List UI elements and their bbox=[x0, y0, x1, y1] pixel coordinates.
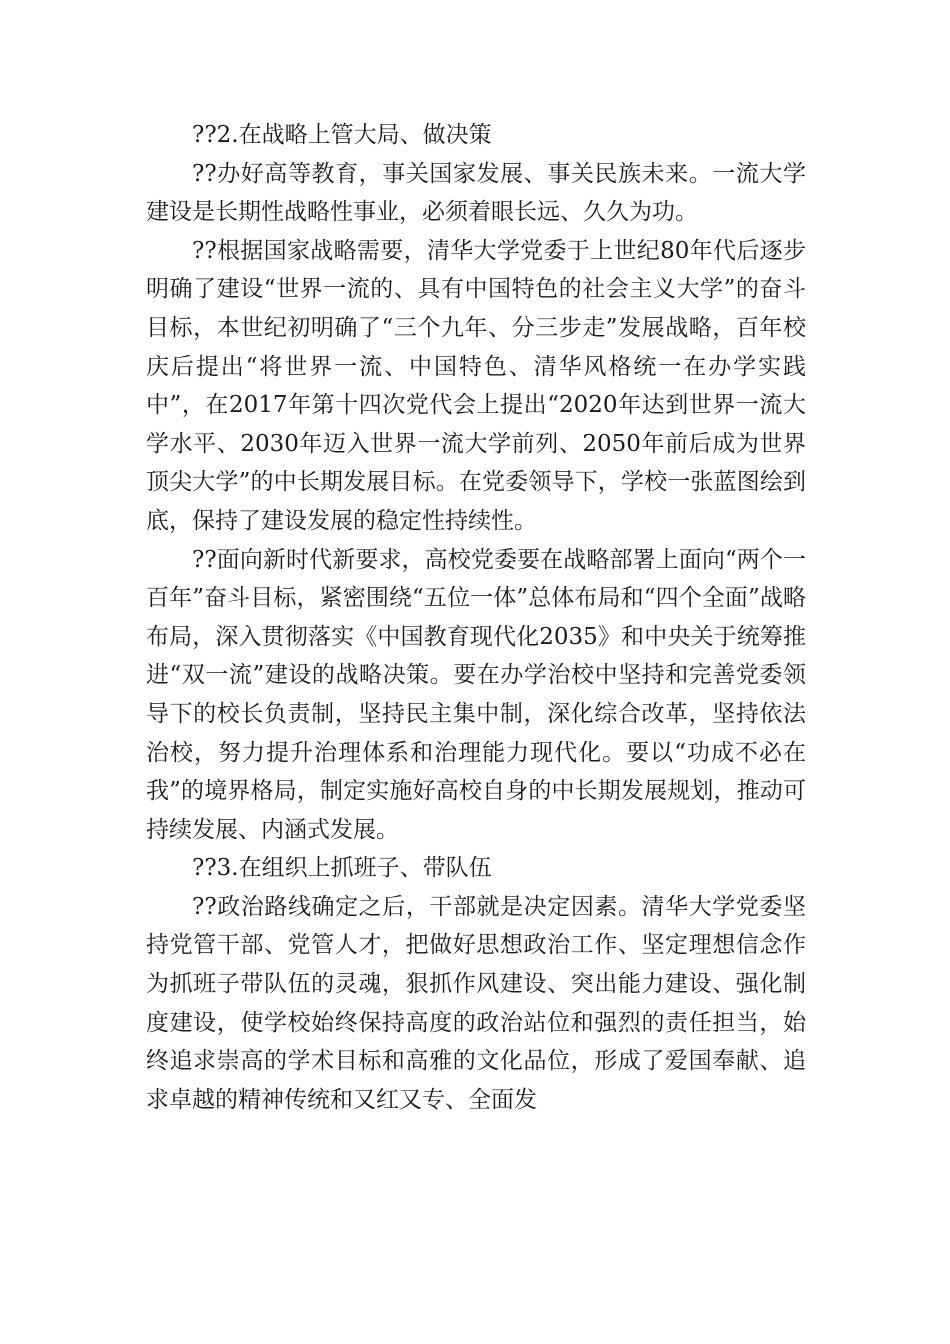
paragraph: ??政治路线确定之后，干部就是决定因素。清华大学党委坚持党管干部、党管人才，把做好思想政治工作、坚定理想信念作为抓班子带队伍的灵魂，狠抓作风建设、突出能力建设、强化制度建设，使学校始终保持高度的政治站位和强烈的责任担当，始终追求崇高的学术目标和高雅的文化品位，形成了爱国奉献、追求卓越的精神传统和又红又专、全面发 bbox=[146, 893, 806, 1113]
paragraph: ??面向新时代新要求，高校党委要在战略部署上面向“两个一百年”奋斗目标，紧密围绕“五位一体”总体布局和“四个全面”战略布局，深入贯彻落实《中国教育现代化2035》和中央关于统筹推进“双一流”建设的战略决策。要在办学治校中坚持和完善党委领导下的校长负责制，坚持民主集中制，深化综合改革，坚持依法治校，努力提升治理体系和治理能力现代化。要以“功成不必在我”的境界格局，制定实施好高校自身的中长期发展规划，推动可持续发展、内涵式发展。 bbox=[146, 546, 806, 843]
section-heading-3: ??3.在组织上抓班子、带队伍 bbox=[192, 855, 492, 882]
document-body bbox=[146, 116, 806, 1119]
paragraph: ??根据国家战略需要，清华大学党委于上世纪80年代后逐步明确了建设“世界一流的、具有中国特色的社会主义大学”的奋斗目标，本世纪初明确了“三个九年、分三步走”发展战略，百年校庆后提出“将世界一流、中国特色、清华风格统一在办学实践中”，在2017年第十四次党代会上提出“2020年达到世界一流大学水平、2030年迈入世界一流大学前列、2050年前后成为世界顶尖大学”的中长期发展目标。在党委领导下，学校一张蓝图绘到底，保持了建设发展的稳定性持续性。 bbox=[146, 237, 806, 534]
paragraph: ??办好高等教育，事关国家发展、事关民族未来。一流大学建设是长期性战略性事业，必须着眼长远、久久为功。 bbox=[146, 160, 806, 226]
section-heading-2: ??2.在战略上管大局、做决策 bbox=[192, 122, 492, 148]
